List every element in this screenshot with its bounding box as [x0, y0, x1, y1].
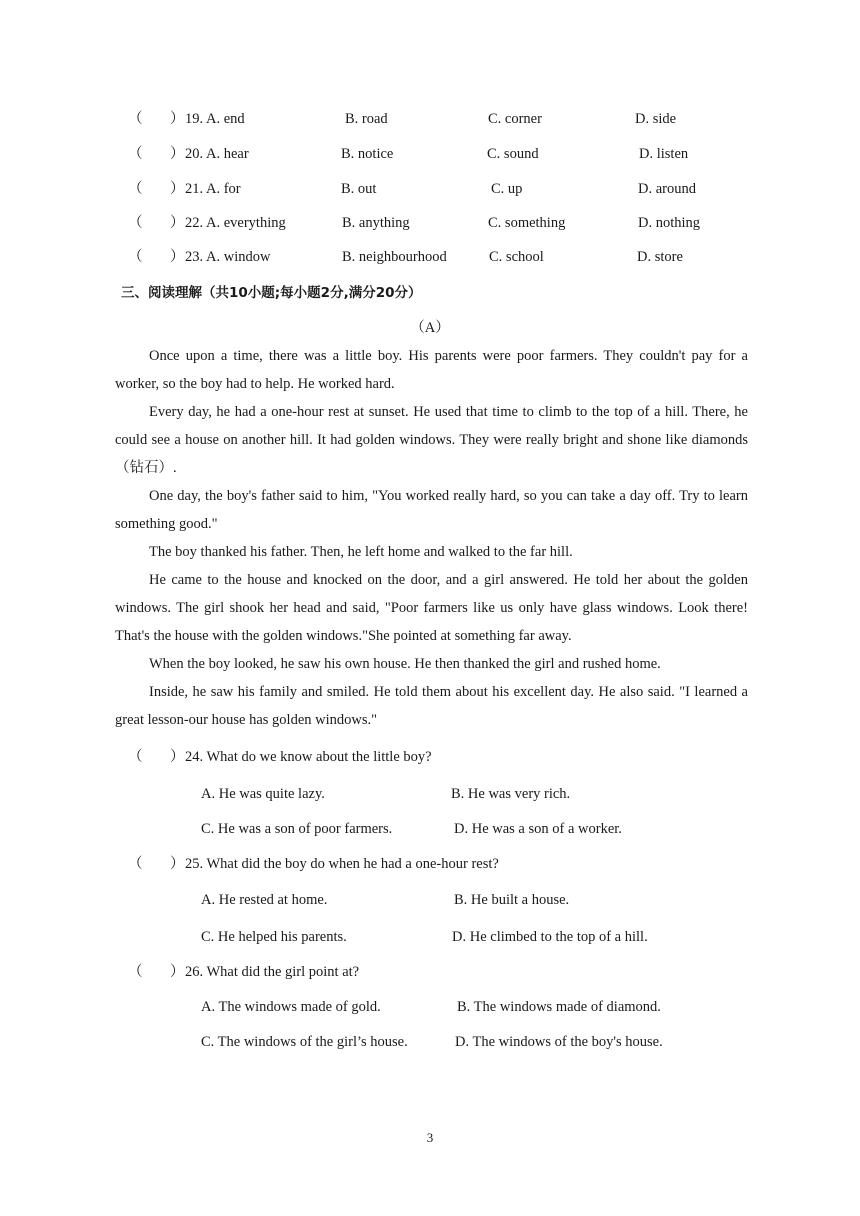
option-c: C. school	[489, 249, 544, 265]
option-a: A. He was quite lazy.	[201, 786, 325, 802]
page-number: 3	[426, 1130, 434, 1145]
answer-blank-close: ）	[170, 249, 185, 265]
option-c: C. He was a son of poor farmers.	[201, 821, 393, 837]
option-a: A. end	[206, 111, 245, 127]
question-stem: 24. What do we know about the little boy?	[185, 749, 432, 765]
option-d: D. He climbed to the top of a hill.	[452, 929, 648, 945]
option-b: B. notice	[341, 146, 394, 162]
question-number: 21.	[185, 181, 204, 197]
option-c: C. up	[491, 181, 523, 197]
answer-blank-open: （	[128, 111, 143, 127]
option-a: A. The windows made of gold.	[201, 999, 381, 1015]
option-b: B. anything	[342, 215, 410, 231]
question-number: 23.	[185, 249, 204, 265]
passage-paragraph: Once upon a time, there was a little boy. His parents were poor farmers. They couldn't pay for a worker, so the boy had to help. He worked hard.	[115, 348, 748, 392]
passage-paragraph: When the boy looked, he saw his own house. He then thanked the girl and rushed home.	[149, 656, 661, 672]
option-a: A. for	[206, 181, 241, 197]
option-b: B. The windows made of diamond.	[457, 999, 661, 1015]
answer-blank-open: （	[128, 964, 143, 980]
option-a: A. He rested at home.	[201, 892, 328, 908]
answer-blank-close: ）	[170, 146, 185, 162]
option-c: C. corner	[488, 111, 542, 127]
passage-paragraph: Inside, he saw his family and smiled. He told them about his excellent day. He also said. "I learned a great lesson-our house has golden windows."	[115, 684, 748, 728]
answer-blank-close: ）	[170, 749, 185, 765]
option-d: D. listen	[639, 146, 689, 162]
option-c: C. He helped his parents.	[201, 929, 347, 945]
answer-blank-open: （	[128, 181, 143, 197]
option-b: B. road	[345, 111, 388, 127]
option-c: C. The windows of the girl’s house.	[201, 1034, 408, 1050]
answer-blank-open: （	[128, 249, 143, 265]
option-d: D. The windows of the boy's house.	[455, 1034, 663, 1050]
option-a: A. everything	[206, 215, 286, 231]
question-number: 22.	[185, 215, 204, 231]
answer-blank-open: （	[128, 215, 143, 231]
reading-passage	[115, 342, 748, 734]
question-number: 19.	[185, 111, 204, 127]
option-d: D. nothing	[638, 215, 701, 231]
option-a: A. hear	[206, 146, 249, 162]
answer-blank-open: （	[128, 146, 143, 162]
question-stem: 25. What did the boy do when he had a one-hour rest?	[185, 856, 499, 872]
option-a: A. window	[206, 249, 271, 265]
answer-blank-open: （	[128, 856, 143, 872]
option-c: C. sound	[487, 146, 539, 162]
answer-blank-open: （	[128, 749, 143, 765]
option-b: B. neighbourhood	[342, 249, 447, 265]
option-d: D. side	[635, 111, 677, 127]
passage-paragraph: The boy thanked his father. Then, he left home and walked to the far hill.	[149, 544, 573, 560]
section-heading: 三、阅读理解（共10小题;每小题2分,满分20分）	[121, 285, 422, 301]
option-d: D. He was a son of a worker.	[454, 821, 622, 837]
option-b: B. out	[341, 181, 377, 197]
option-c: C. something	[488, 215, 566, 231]
passage-paragraph: He came to the house and knocked on the door, and a girl answered. He told her about the golden windows. The girl shook her head and said, "Poor farmers like us only have glass windows. Look there! That's the house with the golden windows."She pointed at something far away.	[115, 572, 748, 644]
answer-blank-close: ）	[170, 215, 185, 231]
passage-paragraph: Every day, he had a one-hour rest at sunset. He used that time to climb to the top of a hill. There, he could see a house on another hill. It had golden windows. They were really bright and shone like diamonds（钻石）.	[115, 404, 748, 476]
answer-blank-close: ）	[170, 856, 185, 872]
question-number: 20.	[185, 146, 204, 162]
option-d: D. around	[638, 181, 696, 197]
passage-paragraph: One day, the boy's father said to him, "You worked really hard, so you can take a day off. Try to learn something good."	[115, 488, 748, 532]
option-b: B. He built a house.	[454, 892, 570, 908]
option-d: D. store	[637, 249, 683, 265]
question-stem: 26. What did the girl point at?	[185, 964, 360, 980]
passage-label: （A）	[410, 320, 450, 336]
option-b: B. He was very rich.	[451, 786, 571, 802]
answer-blank-close: ）	[170, 111, 185, 127]
answer-blank-close: ）	[170, 964, 185, 980]
answer-blank-close: ）	[170, 181, 185, 197]
